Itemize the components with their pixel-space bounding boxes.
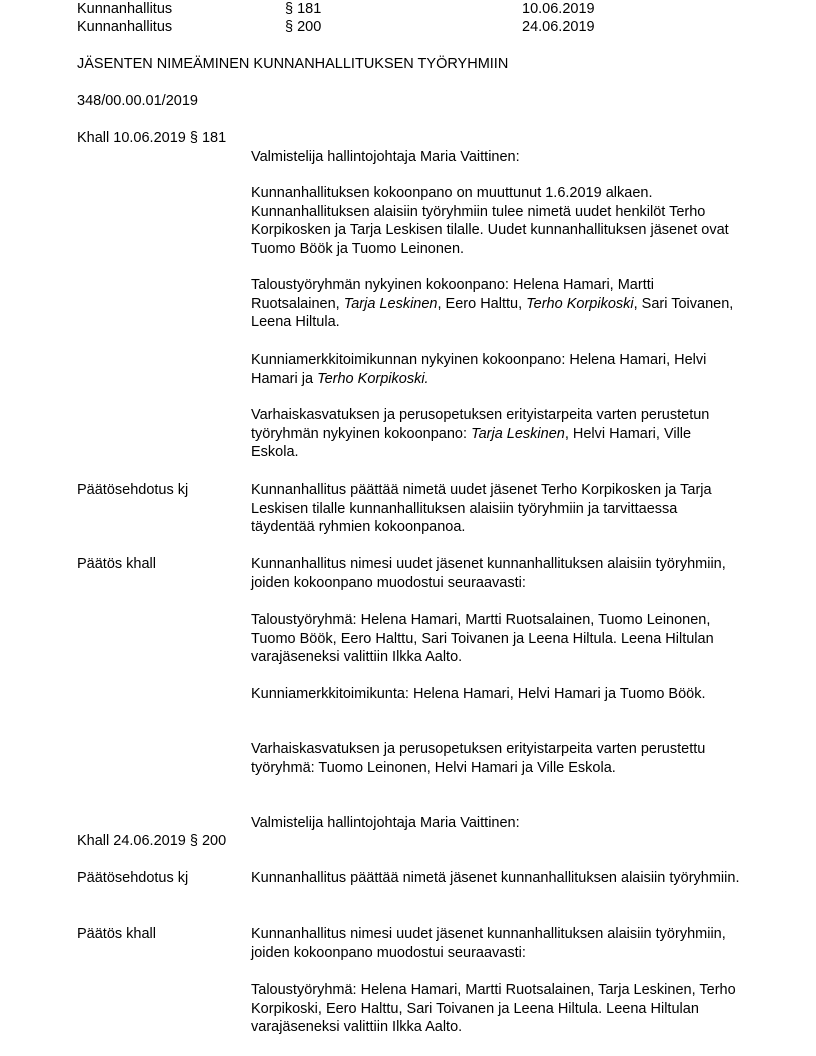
background-paragraph: Kunnanhallituksen kokoonpano on muuttunut 1.6.2019 alkaen. Kunnanhallituksen alaisiin työryhmiin tulee nimetä uudet henkilöt Terho Korpikosken ja Tarja Leskisen tilalle. Uudet kunnanhallituksen jäsenet ovat Tuomo Böök ja Tuomo Leinonen. xyxy=(251,185,729,257)
decision-label-1: Päätös khall xyxy=(77,556,156,572)
header-date-2: 24.06.2019 xyxy=(522,19,595,35)
text-segment: , Eero Halttu, xyxy=(437,295,527,312)
current-education-group-paragraph xyxy=(251,406,741,462)
document-title: JÄSENTEN NIMEÄMINEN KUNNANHALLITUKSEN TYÖRYHMIIN xyxy=(77,56,509,72)
header-body-1: Kunnanhallitus xyxy=(77,1,173,17)
proposal-label-2: Päätösehdotus kj xyxy=(77,870,189,886)
text-segment: Taloustyöryhmän nykyinen kokoonpano: Helena Hamari, Martti Ruotsalainen, xyxy=(251,277,654,312)
diary-number: 348/00.00.01/2019 xyxy=(77,93,198,109)
text-segment: Varhaiskasvatuksen ja perusopetuksen erityistarpeita varten perustetun työryhmän nykyinen kokoonpano: xyxy=(251,407,710,442)
header-section-2: § 200 xyxy=(285,19,322,35)
decision-education-group-1: Varhaiskasvatuksen ja perusopetuksen erityistarpeita varten perustettu työryhmä: Tuomo Leinonen, Helvi Hamari ja Ville Eskola. xyxy=(251,741,706,776)
header-section-1: § 181 xyxy=(285,1,322,17)
header-body-2: Kunnanhallitus xyxy=(77,19,173,35)
text-segment: Kunniamerkkitoimikunnan nykyinen kokoonpano: Helena Hamari, Helvi Hamari ja xyxy=(251,352,707,387)
decision-text-2: Kunnanhallitus nimesi uudet jäsenet kunnanhallituksen alaisiin työryhmiin, joiden kokoonpano muodostui seuraavasti: xyxy=(251,926,726,961)
text-segment: , Sari Toivanen, Leena Hiltula. xyxy=(251,295,734,330)
meeting-heading-1: Khall 10.06.2019 § 181 xyxy=(77,130,227,146)
decision-label-2: Päätös khall xyxy=(77,926,156,942)
preparer-line-1: Valmistelija hallintojohtaja Maria Vaittinen: xyxy=(251,149,520,165)
meeting-heading-2: Khall 24.06.2019 § 200 xyxy=(77,833,227,849)
italic-name: Tarja Leskinen xyxy=(343,295,438,312)
decision-finance-group-1: Taloustyöryhmä: Helena Hamari, Martti Ruotsalainen, Tuomo Leinonen, Tuomo Böök, Eero Halttu, Sari Toivanen ja Leena Hiltula. Leena Hiltulan varajäseneksi valittiin Ilkka Aalto. xyxy=(251,612,714,665)
proposal-text-2: Kunnanhallitus päättää nimetä jäsenet kunnanhallituksen alaisiin työryhmiin. xyxy=(251,870,740,886)
proposal-text-1: Kunnanhallitus päättää nimetä uudet jäsenet Terho Korpikosken ja Tarja Leskisen tilalle kunnanhallituksen alaisiin työryhmiin ja tarvittaessa täydentää ryhmien kokoonpanoa. xyxy=(251,482,712,535)
proposal-label-1: Päätösehdotus kj xyxy=(77,482,189,498)
header-date-1: 10.06.2019 xyxy=(522,1,595,17)
decision-text-1: Kunnanhallitus nimesi uudet jäsenet kunnanhallituksen alaisiin työryhmiin, joiden kokoonpano muodostui seuraavasti: xyxy=(251,556,726,591)
decision-finance-group-2: Taloustyöryhmä: Helena Hamari, Martti Ruotsalainen, Tarja Leskinen, Terho Korpikoski, Eero Halttu, Sari Toivanen ja Leena Hiltula. Leena Hiltulan varajäseneksi valittiin Ilkka Aalto. xyxy=(251,982,736,1035)
decision-medal-committee-1: Kunniamerkkitoimikunta: Helena Hamari, Helvi Hamari ja Tuomo Böök. xyxy=(251,686,706,702)
text-segment: , Helvi Hamari, Ville Eskola. xyxy=(251,425,692,460)
current-finance-group-paragraph xyxy=(251,276,741,332)
italic-name: Terho Korpikoski. xyxy=(317,370,429,387)
preparer-line-2: Valmistelija hallintojohtaja Maria Vaittinen: xyxy=(251,815,520,831)
italic-name: Tarja Leskinen xyxy=(471,425,565,442)
current-medal-committee-paragraph xyxy=(251,351,741,388)
italic-name: Terho Korpikoski xyxy=(526,295,634,312)
